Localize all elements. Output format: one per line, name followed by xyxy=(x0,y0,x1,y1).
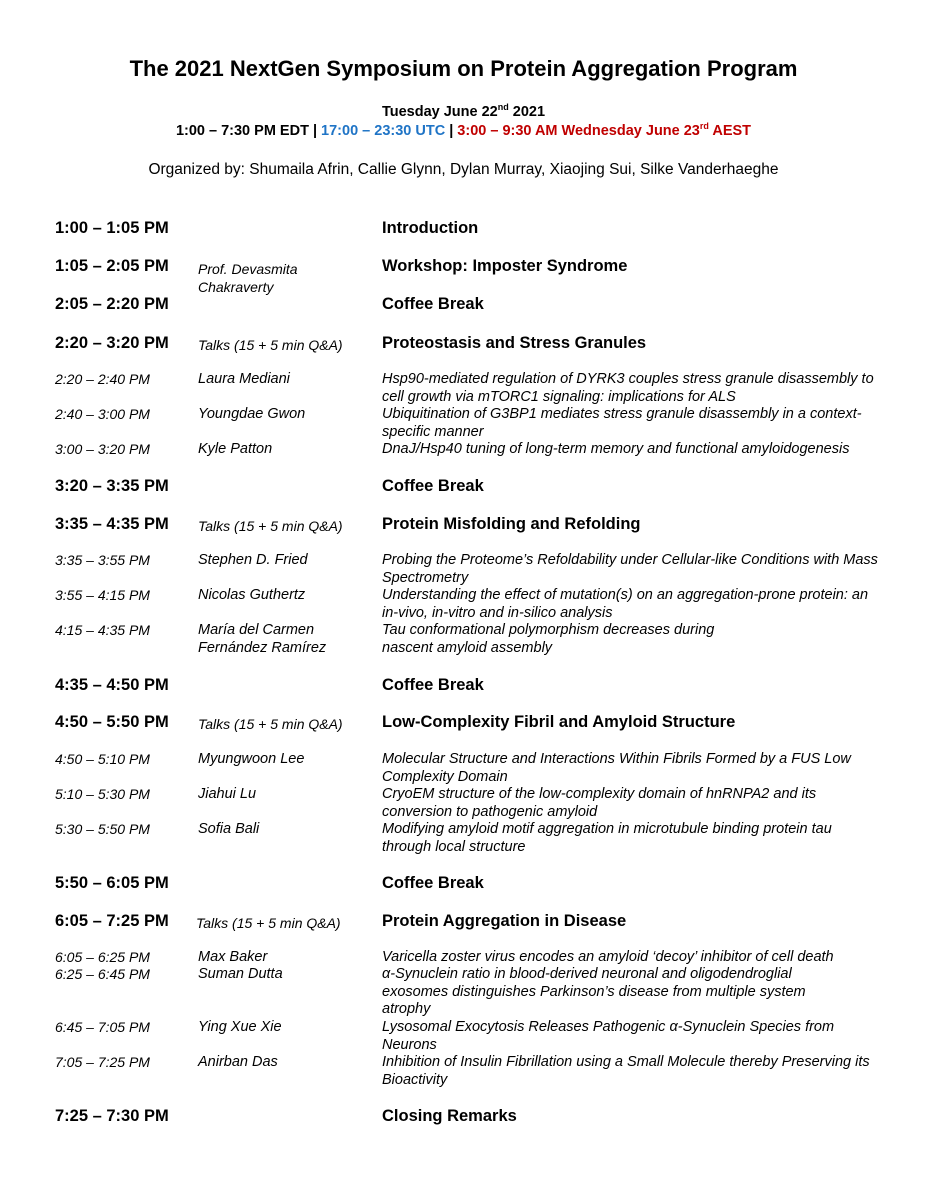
talk-time: 3:55 – 4:15 PM xyxy=(55,587,150,603)
session-time: 1:05 – 2:05 PM xyxy=(55,257,169,275)
talk-title: Tau conformational polymorphism decreases during nascent amyloid assembly xyxy=(382,622,715,656)
session-time: 6:05 – 7:25 PM xyxy=(55,912,169,930)
talk-title: DnaJ/Hsp40 tuning of long-term memory and functional amyloidogenesis xyxy=(382,441,850,457)
session-note: Talks (15 + 5 min Q&A) xyxy=(198,518,343,534)
session-title: Coffee Break xyxy=(382,676,484,694)
talk-speaker: Max Baker xyxy=(198,949,268,965)
talk-time: 6:05 – 6:25 PM xyxy=(55,949,150,965)
time-utc: 17:00 – 23:30 UTC xyxy=(321,123,446,139)
session-title: Coffee Break xyxy=(382,295,484,313)
date-main: Tuesday June 22 xyxy=(381,104,498,120)
session-note xyxy=(198,260,298,296)
session-note-line: Chakraverty xyxy=(198,279,274,295)
talk-title: α-Synuclein ratio in blood-derived neuronal and oligodendroglial exosomes distinguishes Parkinson’s disease from multiple system atrophy xyxy=(382,966,806,1017)
talk-speaker: Nicolas Guthertz xyxy=(198,587,306,603)
talk-speaker: Laura Mediani xyxy=(198,371,290,387)
time-aest-main: 3:00 – 9:30 AM Wednesday June 23 xyxy=(457,123,700,139)
talk-time: 3:00 – 3:20 PM xyxy=(55,441,150,457)
session-title: Low-Complexity Fibril and Amyloid Structure xyxy=(382,713,736,731)
time-zones-line xyxy=(0,123,927,139)
talk-time: 4:50 – 5:10 PM xyxy=(55,751,150,767)
session-title: Introduction xyxy=(382,219,479,237)
talk-title: Varicella zoster virus encodes an amyloid ‘decoy’ inhibitor of cell death xyxy=(382,949,834,965)
session-title: Protein Misfolding and Refolding xyxy=(382,515,641,533)
session-time: 3:20 – 3:35 PM xyxy=(55,477,169,495)
organizers: Organized by: Shumaila Afrin, Callie Glynn, Dylan Murray, Xiaojing Sui, Silke Vanderhaeghe xyxy=(148,161,779,178)
session-time: 2:05 – 2:20 PM xyxy=(55,295,169,313)
session-time: 7:25 – 7:30 PM xyxy=(55,1107,169,1125)
talk-title: Lysosomal Exocytosis Releases Pathogenic α-Synuclein Species from Neurons xyxy=(382,1019,835,1053)
talk-time: 6:45 – 7:05 PM xyxy=(55,1019,150,1035)
talk-title: Modifying amyloid motif aggregation in microtubule binding protein tau through local structure xyxy=(382,821,832,855)
session-title: Closing Remarks xyxy=(382,1107,517,1125)
session-time: 4:35 – 4:50 PM xyxy=(55,676,169,694)
talk-speaker: Stephen D. Fried xyxy=(198,552,308,568)
session-note: Talks (15 + 5 min Q&A) xyxy=(198,716,343,732)
talk-speaker: Sofia Bali xyxy=(198,821,260,837)
time-separator: | xyxy=(445,123,458,139)
talk-time: 5:10 – 5:30 PM xyxy=(55,786,150,802)
talk-title: Ubiquitination of G3BP1 mediates stress granule disassembly in a context-specific manner xyxy=(382,406,862,440)
date-year: 2021 xyxy=(508,104,546,120)
talk-time: 2:40 – 3:00 PM xyxy=(55,406,150,422)
time-aest-end: AEST xyxy=(708,123,752,139)
time-aest-sup: rd xyxy=(699,121,709,132)
talk-time: 7:05 – 7:25 PM xyxy=(55,1054,150,1070)
session-time: 3:35 – 4:35 PM xyxy=(55,515,169,533)
talk-time: 4:15 – 4:35 PM xyxy=(55,622,150,638)
time-edt: 1:00 – 7:30 PM EDT | xyxy=(175,123,322,139)
talk-time: 5:30 – 5:50 PM xyxy=(55,821,150,837)
session-title: Coffee Break xyxy=(382,477,484,495)
talk-title: Molecular Structure and Interactions Within Fibrils Formed by a FUS Low Complexity Domain xyxy=(382,751,851,785)
talk-speaker: María del Carmen Fernández Ramírez xyxy=(198,622,327,656)
talk-title: Understanding the effect of mutation(s) on an aggregation-prone protein: an in-vivo, in-vitro and in-silico analysis xyxy=(382,587,869,621)
session-title: Coffee Break xyxy=(382,874,484,892)
talk-title: CryoEM structure of the low-complexity domain of hnRNPA2 and its conversion to pathogenic amyloid xyxy=(382,786,817,820)
date-sup: nd xyxy=(497,102,509,113)
session-time: 1:00 – 1:05 PM xyxy=(55,219,169,237)
session-title: Protein Aggregation in Disease xyxy=(382,912,627,930)
date-line xyxy=(0,104,927,120)
session-note: Talks (15 + 5 min Q&A) xyxy=(198,337,343,353)
session-time: 5:50 – 6:05 PM xyxy=(55,874,169,892)
session-note: Talks (15 + 5 min Q&A) xyxy=(196,915,341,931)
session-time: 4:50 – 5:50 PM xyxy=(55,713,169,731)
talk-speaker: Youngdae Gwon xyxy=(198,406,306,422)
talk-speaker: Anirban Das xyxy=(198,1054,278,1070)
session-note-line: Prof. Devasmita xyxy=(198,261,298,277)
talk-speaker: Ying Xue Xie xyxy=(198,1019,282,1035)
talk-time: 6:25 – 6:45 PM xyxy=(55,966,150,982)
talk-speaker: Kyle Patton xyxy=(198,441,273,457)
session-time: 2:20 – 3:20 PM xyxy=(55,334,169,352)
session-title: Workshop: Imposter Syndrome xyxy=(382,257,628,275)
talk-speaker: Suman Dutta xyxy=(198,966,283,982)
session-title: Proteostasis and Stress Granules xyxy=(382,334,647,352)
talk-title: Probing the Proteome’s Refoldability under Cellular-like Conditions with Mass Spectrometry xyxy=(382,552,878,586)
talk-speaker: Myungwoon Lee xyxy=(198,751,305,767)
talk-time: 3:35 – 3:55 PM xyxy=(55,552,150,568)
talk-title: Hsp90-mediated regulation of DYRK3 couples stress granule disassembly to cell growth via mTORC1 signaling: implications for ALS xyxy=(382,371,874,405)
page-title: The 2021 NextGen Symposium on Protein Aggregation Program xyxy=(129,56,798,81)
talk-title: Inhibition of Insulin Fibrillation using a Small Molecule thereby Preserving its Bioactivity xyxy=(382,1054,870,1088)
talk-time: 2:20 – 2:40 PM xyxy=(55,371,150,387)
talk-speaker: Jiahui Lu xyxy=(198,786,257,802)
